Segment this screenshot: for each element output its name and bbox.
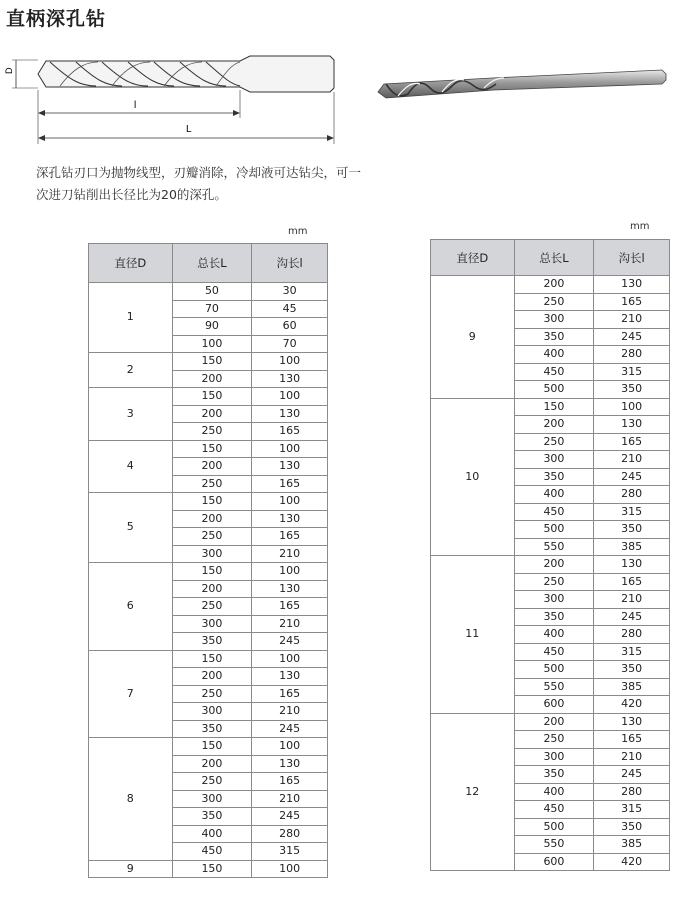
- total-length-cell: 70: [172, 300, 252, 318]
- flute-length-header: 沟长l: [252, 244, 328, 283]
- flute-length-cell: 60: [252, 318, 328, 336]
- drill-photo: [372, 58, 672, 108]
- total-length-cell: 200: [172, 580, 252, 598]
- flute-length-cell: 165: [594, 293, 670, 311]
- total-length-header: 总长L: [514, 240, 594, 276]
- flute-length-cell: 280: [252, 825, 328, 843]
- flute-length-cell: 315: [594, 363, 670, 381]
- flute-length-cell: 245: [594, 328, 670, 346]
- flute-length-cell: 210: [594, 311, 670, 329]
- flute-length-cell: 130: [252, 405, 328, 423]
- total-length-cell: 500: [514, 818, 594, 836]
- flute-length-cell: 315: [252, 843, 328, 861]
- total-length-cell: 200: [172, 510, 252, 528]
- total-length-cell: 200: [514, 556, 594, 574]
- total-length-cell: 250: [172, 528, 252, 546]
- total-length-cell: 90: [172, 318, 252, 336]
- total-length-cell: 150: [172, 440, 252, 458]
- flute-length-cell: 130: [252, 458, 328, 476]
- total-length-cell: 250: [514, 433, 594, 451]
- flute-length-cell: 245: [252, 808, 328, 826]
- drill-dimension-drawing: [0, 40, 360, 152]
- flute-length-cell: 420: [594, 853, 670, 871]
- flute-length-cell: 245: [594, 766, 670, 784]
- total-length-cell: 300: [172, 545, 252, 563]
- table-header: [89, 244, 328, 283]
- flute-length-cell: 100: [252, 353, 328, 371]
- flute-length-cell: 45: [252, 300, 328, 318]
- diameter-cell: 7: [89, 650, 173, 738]
- total-length-cell: 150: [172, 563, 252, 581]
- total-length-cell: 200: [172, 458, 252, 476]
- flute-length-cell: 315: [594, 801, 670, 819]
- flute-length-cell: 315: [594, 643, 670, 661]
- total-length-cell: 300: [514, 748, 594, 766]
- unit-label-left: mm: [288, 226, 308, 237]
- diameter-cell: 3: [89, 388, 173, 441]
- flute-length-header: 沟长l: [594, 240, 670, 276]
- total-length-cell: 150: [172, 388, 252, 406]
- table-row: [89, 440, 328, 458]
- total-length-cell: 450: [514, 643, 594, 661]
- flute-length-cell: 245: [594, 468, 670, 486]
- total-length-cell: 100: [172, 335, 252, 353]
- total-length-cell: 150: [172, 650, 252, 668]
- total-length-cell: 150: [172, 493, 252, 511]
- flute-length-cell: 420: [594, 696, 670, 714]
- total-length-cell: 250: [172, 598, 252, 616]
- flute-length-cell: 100: [252, 388, 328, 406]
- total-length-cell: 300: [172, 703, 252, 721]
- flute-length-cell: 350: [594, 818, 670, 836]
- flute-length-cell: 100: [252, 493, 328, 511]
- total-length-cell: 350: [514, 468, 594, 486]
- total-length-cell: 400: [172, 825, 252, 843]
- total-length-cell: 200: [172, 668, 252, 686]
- total-length-cell: 200: [172, 405, 252, 423]
- flute-length-cell: 165: [252, 598, 328, 616]
- total-length-cell: 500: [514, 381, 594, 399]
- d-dimension-label: D: [4, 67, 14, 74]
- total-length-cell: 500: [514, 661, 594, 679]
- flute-length-cell: 130: [252, 668, 328, 686]
- flute-length-cell: 280: [594, 486, 670, 504]
- diameter-cell: 1: [89, 283, 173, 353]
- table-row: [89, 493, 328, 511]
- flute-length-cell: 350: [594, 661, 670, 679]
- flute-length-cell: 130: [594, 713, 670, 731]
- total-length-cell: 300: [514, 451, 594, 469]
- flute-length-cell: 210: [252, 790, 328, 808]
- total-length-cell: 250: [514, 293, 594, 311]
- total-length-cell: 200: [514, 416, 594, 434]
- diameter-cell: 12: [431, 713, 515, 871]
- spec-table-right: [430, 239, 670, 871]
- flute-length-cell: 100: [252, 563, 328, 581]
- diameter-cell: 8: [89, 738, 173, 861]
- diameter-cell: 4: [89, 440, 173, 493]
- total-length-cell: 350: [514, 766, 594, 784]
- table-row: [89, 650, 328, 668]
- flute-length-cell: 210: [594, 591, 670, 609]
- flute-length-cell: 210: [252, 703, 328, 721]
- total-length-cell: 300: [514, 591, 594, 609]
- total-length-cell: 300: [514, 311, 594, 329]
- flute-length-cell: 165: [252, 528, 328, 546]
- table-row: [431, 398, 670, 416]
- page-title: 直柄深孔钻: [6, 8, 107, 30]
- flute-length-cell: 100: [252, 860, 328, 878]
- total-length-cell: 250: [172, 475, 252, 493]
- flute-length-cell: 130: [252, 510, 328, 528]
- total-length-label: L: [186, 124, 192, 135]
- diameter-cell: 9: [89, 860, 173, 878]
- flute-length-cell: 130: [594, 416, 670, 434]
- table-header: [431, 240, 670, 276]
- total-length-cell: 50: [172, 283, 252, 301]
- table-row: [431, 556, 670, 574]
- flute-length-cell: 130: [594, 276, 670, 294]
- description: 深孔钻刃口为抛物线型，刃瓣消除，冷却液可达钻尖，可一次进刀钻削出长径比为20的深孔。: [36, 165, 362, 202]
- total-length-cell: 250: [172, 685, 252, 703]
- flute-length-cell: 100: [252, 738, 328, 756]
- total-length-cell: 600: [514, 696, 594, 714]
- total-length-cell: 150: [172, 860, 252, 878]
- table-row: [89, 283, 328, 301]
- table-row: [431, 276, 670, 294]
- total-length-cell: 350: [172, 808, 252, 826]
- total-length-cell: 500: [514, 521, 594, 539]
- table-row: [89, 353, 328, 371]
- total-length-cell: 250: [514, 573, 594, 591]
- total-length-cell: 550: [514, 678, 594, 696]
- unit-label-right: mm: [630, 221, 650, 232]
- flute-length-cell: 70: [252, 335, 328, 353]
- diameter-cell: 11: [431, 556, 515, 714]
- total-length-cell: 450: [514, 801, 594, 819]
- total-length-cell: 400: [514, 486, 594, 504]
- total-length-cell: 350: [172, 633, 252, 651]
- total-length-cell: 250: [514, 731, 594, 749]
- total-length-cell: 400: [514, 783, 594, 801]
- total-length-cell: 400: [514, 626, 594, 644]
- diameter-cell: 5: [89, 493, 173, 563]
- total-length-cell: 450: [514, 363, 594, 381]
- flute-length-cell: 280: [594, 346, 670, 364]
- flute-length-label: l: [134, 100, 137, 111]
- table-row: [89, 860, 328, 878]
- flute-length-cell: 165: [594, 731, 670, 749]
- total-length-cell: 300: [172, 790, 252, 808]
- total-length-cell: 550: [514, 538, 594, 556]
- diameter-cell: 10: [431, 398, 515, 556]
- total-length-cell: 250: [172, 773, 252, 791]
- diameter-header: 直径D: [89, 244, 173, 283]
- total-length-cell: 600: [514, 853, 594, 871]
- diameter-cell: 6: [89, 563, 173, 651]
- table-row: [431, 713, 670, 731]
- flute-length-cell: 210: [594, 451, 670, 469]
- flute-length-cell: 245: [594, 608, 670, 626]
- table-row: [89, 738, 328, 756]
- flute-length-cell: 210: [594, 748, 670, 766]
- flute-length-cell: 130: [252, 755, 328, 773]
- flute-length-cell: 210: [252, 615, 328, 633]
- total-length-cell: 300: [172, 615, 252, 633]
- total-length-cell: 450: [172, 843, 252, 861]
- flute-length-cell: 130: [594, 556, 670, 574]
- flute-length-cell: 385: [594, 836, 670, 854]
- diameter-header: 直径D: [431, 240, 515, 276]
- flute-length-cell: 245: [252, 720, 328, 738]
- table-row: [89, 563, 328, 581]
- flute-length-cell: 315: [594, 503, 670, 521]
- total-length-cell: 450: [514, 503, 594, 521]
- flute-length-cell: 100: [252, 440, 328, 458]
- flute-length-cell: 245: [252, 633, 328, 651]
- flute-length-cell: 100: [252, 650, 328, 668]
- flute-length-cell: 280: [594, 783, 670, 801]
- flute-length-cell: 350: [594, 381, 670, 399]
- flute-length-cell: 165: [252, 423, 328, 441]
- diameter-cell: 9: [431, 276, 515, 399]
- total-length-cell: 250: [172, 423, 252, 441]
- total-length-cell: 200: [514, 713, 594, 731]
- total-length-header: 总长L: [172, 244, 252, 283]
- flute-length-cell: 30: [252, 283, 328, 301]
- total-length-cell: 350: [514, 328, 594, 346]
- flute-length-cell: 280: [594, 626, 670, 644]
- total-length-cell: 200: [172, 370, 252, 388]
- total-length-cell: 150: [514, 398, 594, 416]
- flute-length-cell: 100: [594, 398, 670, 416]
- flute-length-cell: 130: [252, 580, 328, 598]
- flute-length-cell: 210: [252, 545, 328, 563]
- flute-length-cell: 165: [594, 433, 670, 451]
- total-length-cell: 200: [514, 276, 594, 294]
- total-length-cell: 200: [172, 755, 252, 773]
- total-length-cell: 350: [172, 720, 252, 738]
- table-row: [89, 388, 328, 406]
- flute-length-cell: 385: [594, 538, 670, 556]
- flute-length-cell: 165: [252, 773, 328, 791]
- total-length-cell: 150: [172, 738, 252, 756]
- flute-length-cell: 165: [252, 685, 328, 703]
- total-length-cell: 150: [172, 353, 252, 371]
- flute-length-cell: 165: [594, 573, 670, 591]
- diameter-cell: 2: [89, 353, 173, 388]
- total-length-cell: 550: [514, 836, 594, 854]
- spec-table-left: [88, 243, 328, 878]
- total-length-cell: 400: [514, 346, 594, 364]
- flute-length-cell: 385: [594, 678, 670, 696]
- flute-length-cell: 130: [252, 370, 328, 388]
- total-length-cell: 350: [514, 608, 594, 626]
- flute-length-cell: 350: [594, 521, 670, 539]
- flute-length-cell: 165: [252, 475, 328, 493]
